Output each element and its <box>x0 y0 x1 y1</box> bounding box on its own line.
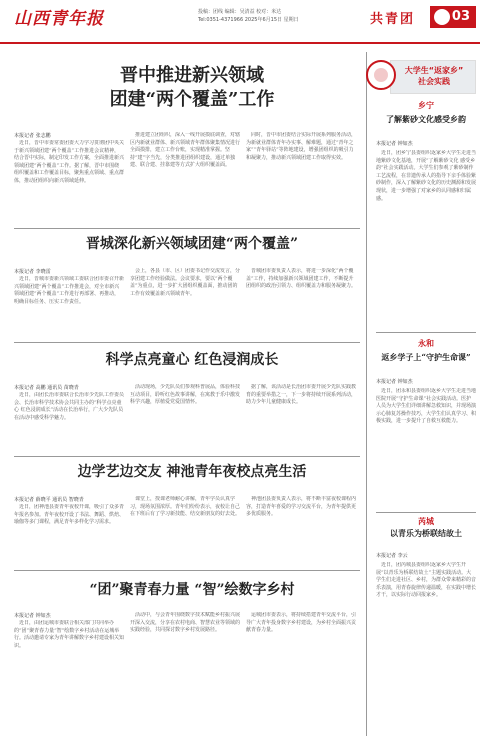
masthead-info <box>198 8 299 24</box>
sidebar-item-2-text: 近日，团永和县委组织返乡大学生走进当地医院开展“守护生命课”社会实践活动。医护人员为大学生们详细讲解急救知识，并现场演示心肺复苏操作技巧，大学生们认真学习、积极实践，进一步提升了自救互救能力。 <box>376 388 476 425</box>
article-4-column-1: 近日，团神池县委青年夜校开课，吸引了众多青年报名参加。青年夜校开设了书法、舞蹈、烘焙、瑜伽等多门课程，满足青年多样化学习需求。 <box>14 504 124 526</box>
headline-1-line-2: 团建“两个覆盖”工作 <box>109 89 275 110</box>
article-4-column-3: 神池团县委负责人表示，将不断丰富夜校课程内容，打造青年喜爱的学习交流平台，为青年提供更多优质服务。 <box>246 496 357 518</box>
sidebar-item-3-byline: 本报记者 李云 <box>376 553 408 559</box>
article-3-column-1: 近日，由团长治市委联合长治市少先队工作委员会、长治市科学技术协会共同主办的“科学点亮童心 红色浸润成长”活动在长治举行，广大少先队员在活动中感受科学魅力。 <box>14 392 124 421</box>
sidebar-item-1-title: 了解紫砂文化感受乡韵 <box>386 114 466 124</box>
article-1-column-2: 推进建立团组织，深入一线开展摸底调查，对辖区内新就业群体、新兴领域青年群体聚集情况进行全面摸排，建立工作台账，实现精准掌握。坚持“建”字当先，分类推进团组织建设，通过单独建、联合建、挂靠建等方式扩大组织覆盖面。 <box>130 132 240 169</box>
article-5-column-3: 运城团市委表示，将持续搭建青年交流平台，引导广大青年投身数字乡村建设，为乡村全面振兴贡献青春力量。 <box>246 612 357 634</box>
divider <box>14 228 360 229</box>
article-3-column-3: 据了解，该活动是长治团市委开展少先队实践教育的重要举措之一，下一步将持续开展系列活动，助力少年儿童健康成长。 <box>246 384 357 406</box>
article-2-byline: 本报记者 李晓雷 <box>14 269 51 275</box>
article-2-column-3: 晋城团市委负责人表示，将进一步深化“两个覆盖”工作，持续加强新兴领域团建工作，不断提升团组织的政治引领力、组织覆盖力和服务凝聚力。 <box>246 268 357 290</box>
sidebar-item-3-kicker: 芮城 <box>418 516 434 526</box>
sidebar-item-3-title: 以青乐为桥联结故土 <box>390 528 462 538</box>
youth-league-emblem-icon <box>366 60 396 90</box>
sidebar-item-2-title: 返乡学子上“守护生命课” <box>381 352 471 362</box>
sidebar-item-3-text: 近日，团芮城县委组织返家乡大学生开展“以青乐为桥联结故土”主题实践活动。大学生们走进社区、乡村，为群众带来精彩的音乐表演，用青春旋律传递温暖，在实践中增长才干，以实际行动回报家乡。 <box>376 562 476 599</box>
article-1-byline: 本报记者 张志鹏 <box>14 133 51 139</box>
sidebar-divider <box>366 52 367 736</box>
divider <box>14 456 360 457</box>
headline-5: “团”聚青春力量 “智”绘数字乡村 <box>89 582 295 598</box>
article-3-byline: 本报记者 高鹏 通讯员 苗晓青 <box>14 385 79 391</box>
article-2-column-2: 会上，各县（市、区）团委书记作交流发言，分享团建工作经验做法。会议要求，要以“两个覆盖”为重点，进一步扩大团组织覆盖面，推动团的工作有效覆盖新兴领域青年。 <box>130 268 240 297</box>
info-line-1: 投稿：团线 编辑：吴清益 校对：米达 <box>198 9 282 15</box>
sidebar-item-1-byline: 本报记者 钟如杰 <box>376 141 413 147</box>
article-5-byline: 本报记者 钟如杰 <box>14 613 51 619</box>
article-2-column-1: 近日，晋城市委新兴领域工委联合团市委召开新兴领域团建“两个覆盖”工作推进会，对全市新兴领域团建“两个覆盖”工作进行再部署、再推动，明确目标任务、压实工作责任。 <box>14 276 124 305</box>
sidebar-item-2-byline: 本报记者 钟如杰 <box>376 379 413 385</box>
article-5-column-1: 近日，由团运城市委联合相关部门共同举办的“团”聚青春力量“智”绘数字乡村活动在运城举行。活动邀请专家为青年讲解数字乡村建设相关知识。 <box>14 620 124 649</box>
headline-2: 晋城深化新兴领域团建“两个覆盖” <box>85 236 299 252</box>
newspaper-logo: 山西青年报 <box>14 9 104 29</box>
divider <box>376 332 476 333</box>
article-1-column-1: 近日，晋中市委常委团委大力学习贯彻团中央关于新兴领域团建“两个覆盖”工作推进会议精神，结合晋中实际，制定印发工作方案，全面推进新兴领域团建“两个覆盖”工作。据了解，晋中市围绕组织覆盖和工作覆盖目标，聚焦重点领域、重点群体，推动团组织向新兴领域延伸。 <box>14 140 124 184</box>
article-1-column-3: 同时，晋中市团委结合实际开展系列服务活动，为新就业群体青年办实事、解难题，通过“青年之家”“青年驿站”等阵地建设，增强团组织的吸引力和凝聚力，推动新兴领域团建工作取得实效。 <box>246 132 357 161</box>
sidebar-banner-text: 大学生“返家乡” 社会实践 <box>404 66 464 86</box>
article-4-byline: 本报记者 薛晓平 通讯员 智晓青 <box>14 497 84 503</box>
headline-4: 边学艺边交友 神池青年夜校点亮生活 <box>77 464 307 480</box>
section-name: 共青团 <box>370 12 416 27</box>
article-4-column-2: 课堂上，授课老师耐心讲解，青年学员认真学习，现场氛围浓厚。青年们纷纷表示，夜校让自己在下班后有了学习新技能、结交新朋友的好去处。 <box>130 496 240 518</box>
sidebar-item-2-kicker: 永和 <box>418 338 434 348</box>
divider <box>14 570 360 571</box>
headline-1-line-1: 晋中推进新兴领域 <box>120 65 264 86</box>
sidebar-item-1-text: 近日，团乡宁县委组织返家乡大学生走进当地紫砂文化基地，开展“了解紫砂文化 感受乡韵”社会实践活动。大学生们参观了紫砂制作工艺流程，在非遗传承人的指导下亲手体验紫砂制作，深入了解紫砂文化的历史渊源和发展现状，进一步增强了对家乡的认同感和归属感。 <box>376 150 476 202</box>
article-5-column-2: 活动中，与会青年围绕数字技术赋能乡村振兴展开深入交流，分享在农村电商、智慧农业等领域的实践经验，共同探讨数字乡村发展路径。 <box>130 612 240 634</box>
headline-3: 科学点亮童心 红色浸润成长 <box>105 352 279 368</box>
sidebar-item-1-kicker: 乡宁 <box>418 100 434 110</box>
divider <box>14 342 360 343</box>
divider <box>376 512 476 513</box>
page-number: 03 <box>430 6 476 28</box>
article-3-column-2: 活动现场，少先队员们参观科普展品，体验科技互动项目，聆听红色故事讲解，在寓教于乐中激发科学兴趣，厚植爱党爱国情怀。 <box>130 384 240 406</box>
info-line-2: Tel:0351-4371966 2025年6月15日 星期日 <box>198 17 299 23</box>
